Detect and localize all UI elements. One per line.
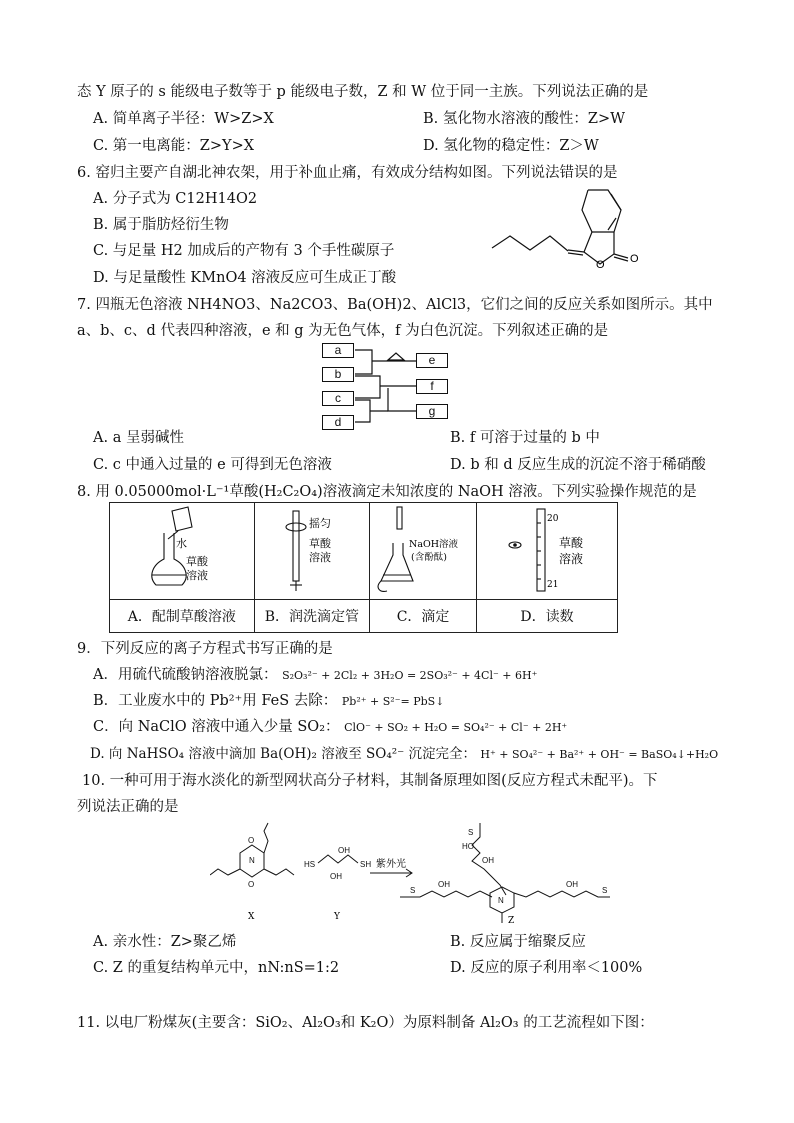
q9-option-d	[90, 744, 718, 765]
naoh-label: NaOH溶液	[409, 539, 459, 550]
z-s-left: S	[410, 886, 416, 895]
y-hs-label: HS	[304, 860, 316, 869]
eye-icon	[513, 543, 517, 547]
q9-option-d-text: D. 向 NaHSO₄ 溶液中滴加 Ba(OH)₂ 溶液至 SO₄²⁻ 沉淀完全：	[90, 746, 477, 762]
label-x: X	[248, 912, 255, 922]
q9-option-c-equation: ClO⁻ + SO₂ + H₂O = SO₄²⁻ + Cl⁻ + 2H⁺	[344, 721, 568, 734]
uv-light-label: 紫外光	[376, 859, 406, 870]
caption-d: D．读数	[477, 600, 618, 633]
burette-rinse-figure	[257, 503, 367, 595]
box-g: g	[416, 404, 448, 419]
q7-option-d: D. b 和 d 反应生成的沉淀不溶于稀硝酸	[450, 457, 706, 473]
water-label: 水	[175, 537, 187, 550]
ring-oxygen-label: O	[596, 259, 605, 271]
tick-21: 21	[547, 580, 559, 590]
z-s-top: S	[468, 828, 474, 837]
box-b: b	[322, 367, 354, 382]
shake-label: 摇匀	[308, 517, 331, 530]
solution-label-a: 溶液	[185, 569, 208, 582]
q7-option-c: C. c 中通入过量的 e 可得到无色溶液	[93, 457, 332, 473]
q9-option-a	[93, 665, 537, 686]
q10-stem-line2: 列说法正确的是	[77, 799, 179, 815]
diagram-connectors	[322, 343, 452, 433]
q6-option-a: A. 分子式为 C12H14O2	[93, 191, 258, 207]
y-sh-label: SH	[360, 860, 372, 869]
box-a: a	[322, 343, 354, 358]
phenolphthalein-label: (含酚酞)	[411, 552, 447, 563]
ligustilide-structure-figure	[488, 182, 648, 277]
carbonyl-oxygen-label: O	[630, 253, 639, 265]
oxalic-label-d: 草酸	[559, 536, 584, 550]
caption-a: A．配制草酸溶液	[110, 600, 255, 633]
x-atom-o1: O	[248, 836, 255, 845]
q9-option-b	[93, 691, 444, 712]
caption-c: C．滴定	[370, 600, 477, 633]
caption-b: B．润洗滴定管	[254, 600, 370, 633]
q9-option-a-equation: S₂O₃²⁻ + 2Cl₂ + 3H₂O = 2SO₃²⁻ + 4Cl⁻ + 6H⁺	[282, 669, 538, 682]
q8-experiment-table	[109, 502, 618, 633]
titration-figure	[371, 503, 475, 595]
q6-option-d: D. 与足量酸性 KMnO4 溶液反应可生成正丁酸	[93, 270, 397, 286]
q6-stem: 6. 窑归主要产自湖北神农架，用于补血止痛，有效成分结构如图。下列说法错误的是	[77, 165, 618, 181]
reaction-relationship-diagram	[322, 343, 452, 431]
q9-option-c-text: C．向 NaClO 溶液中通入少量 SO₂：	[93, 719, 340, 735]
q5-option-d: D. 氢化物的稳定性：Z＞W	[423, 138, 599, 154]
box-d: d	[322, 415, 354, 430]
polymer-synthesis-figure	[210, 815, 650, 925]
q9-option-c	[93, 717, 567, 738]
y-oh-label-1: OH	[338, 846, 350, 855]
label-y: Y	[334, 912, 340, 922]
x-atom-n: N	[249, 856, 255, 865]
y-oh-label-2: OH	[330, 872, 342, 881]
z-ho-label: HO	[462, 842, 474, 851]
box-e: e	[416, 353, 448, 368]
q9-option-b-text: B．工业废水中的 Pb²⁺用 FeS 去除：	[93, 693, 338, 709]
exp-image-b	[254, 503, 370, 600]
volumetric-flask-figure	[112, 503, 252, 595]
z-oh-right: OH	[566, 880, 578, 889]
q9-option-d-equation: H⁺ + SO₄²⁻ + Ba²⁺ + OH⁻ = BaSO₄↓+H₂O	[480, 748, 719, 761]
q9-stem: 9．下列反应的离子方程式书写正确的是	[77, 641, 333, 657]
q7-option-a: A. a 呈弱碱性	[93, 430, 184, 446]
solution-label-b: 溶液	[308, 551, 331, 564]
q5-option-b: B. 氢化物水溶液的酸性：Z>W	[423, 111, 626, 127]
q6-option-b: B. 属于脂肪烃衍生物	[93, 217, 229, 233]
box-f: f	[416, 379, 448, 394]
q5-stem-tail: 态 Y 原子的 s 能级电子数等于 p 能级电子数，Z 和 W 位于同一主族。下列说法正确的是	[77, 84, 649, 100]
box-c: c	[322, 391, 354, 406]
tick-20: 20	[547, 514, 559, 524]
q6-option-c: C. 与足量 H2 加成后的产物有 3 个手性碳原子	[93, 243, 395, 259]
q7-stem-line2: a、b、c、d 代表四种溶液，e 和 g 为无色气体，f 为白色沉淀。下列叙述正确的是	[77, 323, 609, 339]
label-z: Z	[508, 916, 515, 925]
x-atom-o2: O	[248, 880, 255, 889]
q10-stem-line1: 10. 一种可用于海水淡化的新型网状高分子材料，其制备原理如图(反应方程式未配平)。下	[82, 773, 658, 789]
burette-reading-figure	[477, 503, 617, 595]
q5-option-c: C. 第一电离能：Z>Y>X	[93, 138, 255, 154]
solution-label-d: 溶液	[559, 552, 584, 566]
exp-image-c	[370, 503, 477, 600]
q9-option-b-equation: Pb²⁺ + S²⁻= PbS↓	[341, 695, 445, 708]
z-oh-label: OH	[482, 856, 494, 865]
q9-option-a-text: A．用硫代硫酸钠溶液脱氯：	[93, 667, 278, 683]
q11-stem: 11. 以电厂粉煤灰(主要含：SiO₂、Al₂O₃和 K₂O）为原料制备 Al₂O₃ 的工艺流程如下图：	[77, 1015, 654, 1031]
q7-option-b: B. f 可溶于过量的 b 中	[450, 430, 600, 446]
q10-option-b: B. 反应属于缩聚反应	[450, 934, 586, 950]
q8-stem: 8. 用 0.05000mol·L⁻¹草酸(H₂C₂O₄)溶液滴定未知浓度的 NaOH 溶液。下列实验操作规范的是	[77, 484, 697, 500]
q10-option-a: A. 亲水性：Z>聚乙烯	[93, 934, 237, 950]
z-oh-left: OH	[438, 880, 450, 889]
oxalic-label-a: 草酸	[185, 555, 208, 568]
exp-image-a	[110, 503, 255, 600]
q10-option-d: D. 反应的原子利用率＜100%	[450, 960, 643, 976]
oxalic-label-b: 草酸	[308, 537, 331, 550]
q7-stem-line1: 7. 四瓶无色溶液 NH4NO3、Na2CO3、Ba(OH)2、AlCl3，它们之间的反应关系如图所示。其中	[77, 297, 713, 313]
z-atom-n: N	[498, 896, 504, 905]
q10-option-c: C. Z 的重复结构单元中，nN:nS=1:2	[93, 960, 340, 976]
z-s-right: S	[602, 886, 608, 895]
q5-option-a: A. 简单离子半径：W>Z>X	[93, 111, 274, 127]
exp-image-d	[477, 503, 618, 600]
